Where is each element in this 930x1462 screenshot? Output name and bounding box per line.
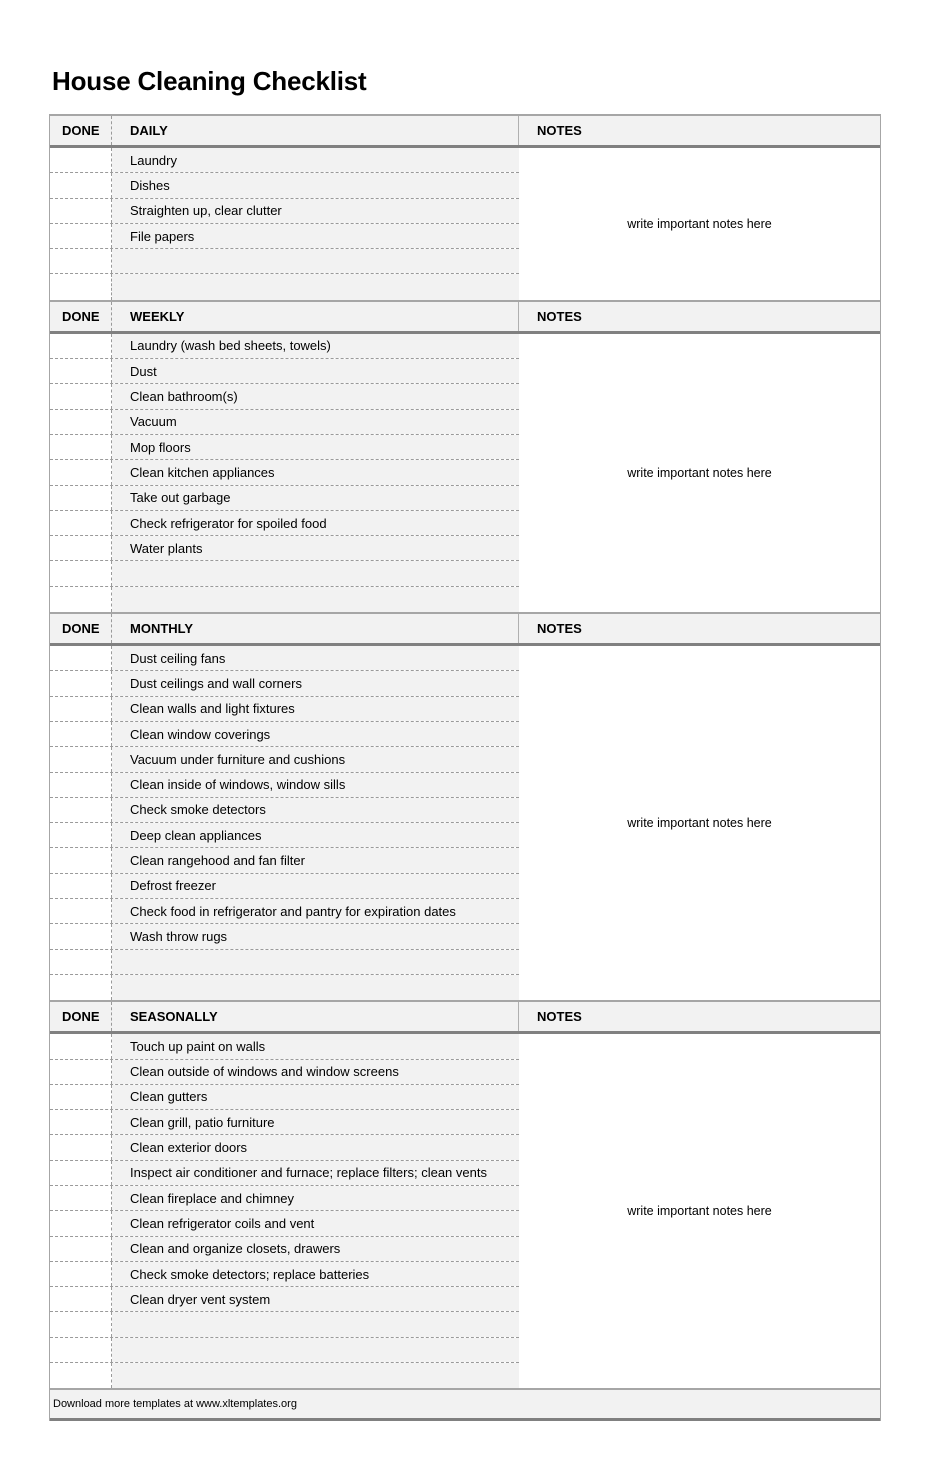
task-cell[interactable]: Clean gutters (112, 1085, 519, 1109)
task-cell[interactable] (112, 1312, 519, 1336)
section-header-daily (50, 114, 880, 148)
task-cell[interactable] (112, 1338, 519, 1362)
task-cell[interactable]: Clean window coverings (112, 722, 519, 746)
task-cell[interactable]: Check food in refrigerator and pantry for expiration dates (112, 899, 519, 923)
task-row (50, 1287, 519, 1312)
task-cell[interactable]: Dust (112, 359, 519, 383)
task-row (50, 671, 519, 696)
section-title: WEEKLY (112, 302, 519, 331)
task-row (50, 384, 519, 409)
task-row (50, 975, 519, 1000)
task-row (50, 249, 519, 274)
task-row (50, 511, 519, 536)
done-checkbox-cell[interactable] (50, 1338, 112, 1362)
task-cell[interactable]: Clean outside of windows and window screens (112, 1060, 519, 1084)
done-checkbox-cell[interactable] (50, 1161, 112, 1185)
done-column-header: DONE (50, 302, 112, 331)
notes-column-header: NOTES (537, 621, 582, 637)
done-checkbox-cell[interactable] (50, 646, 112, 670)
task-row (50, 199, 519, 224)
task-cell[interactable]: Dust ceiling fans (112, 646, 519, 670)
task-cell[interactable] (112, 561, 519, 585)
done-checkbox-cell[interactable] (50, 359, 112, 383)
done-checkbox-cell[interactable] (50, 199, 112, 223)
notes-placeholder: write important notes here (627, 216, 772, 231)
done-checkbox-cell[interactable] (50, 1085, 112, 1109)
task-cell[interactable]: Laundry (wash bed sheets, towels) (112, 334, 519, 358)
task-cell[interactable]: Touch up paint on walls (112, 1034, 519, 1058)
section-header-monthly (50, 612, 880, 646)
done-checkbox-cell[interactable] (50, 773, 112, 797)
task-cell[interactable]: Dishes (112, 173, 519, 197)
task-row (50, 1262, 519, 1287)
task-row (50, 823, 519, 848)
task-row (50, 1034, 519, 1059)
done-checkbox-cell[interactable] (50, 924, 112, 948)
task-row (50, 1110, 519, 1135)
task-cell[interactable]: Check smoke detectors (112, 798, 519, 822)
task-row (50, 950, 519, 975)
task-row (50, 460, 519, 485)
done-checkbox-cell[interactable] (50, 722, 112, 746)
task-cell[interactable]: Clean inside of windows, window sills (112, 773, 519, 797)
done-checkbox-cell[interactable] (50, 410, 112, 434)
done-checkbox-cell[interactable] (50, 1237, 112, 1261)
done-checkbox-cell[interactable] (50, 536, 112, 560)
done-checkbox-cell[interactable] (50, 899, 112, 923)
task-row (50, 1135, 519, 1160)
task-list (50, 148, 519, 300)
notes-column-header: NOTES (537, 308, 582, 324)
done-checkbox-cell[interactable] (50, 334, 112, 358)
task-cell[interactable] (112, 249, 519, 273)
done-checkbox-cell[interactable] (50, 1110, 112, 1134)
task-cell[interactable]: Wash throw rugs (112, 924, 519, 948)
task-row (50, 924, 519, 949)
done-column-header: DONE (50, 116, 112, 145)
task-cell[interactable] (112, 975, 519, 1000)
done-column-header: DONE (50, 614, 112, 643)
task-row (50, 747, 519, 772)
task-cell[interactable]: Water plants (112, 536, 519, 560)
section-title: SEASONALLY (112, 1002, 519, 1031)
notes-column-header: NOTES (537, 1009, 582, 1025)
task-row (50, 1085, 519, 1110)
notes-placeholder: write important notes here (627, 816, 772, 831)
section-header-weekly (50, 300, 880, 334)
task-cell[interactable] (112, 950, 519, 974)
notes-column-header: NOTES (537, 123, 582, 138)
task-cell[interactable]: Check smoke detectors; replace batteries (112, 1262, 519, 1286)
notes-placeholder: write important notes here (627, 1204, 772, 1219)
done-checkbox-cell[interactable] (50, 950, 112, 974)
task-row (50, 536, 519, 561)
done-checkbox-cell[interactable] (50, 173, 112, 197)
notes-cell[interactable] (519, 148, 880, 300)
task-row (50, 697, 519, 722)
task-cell[interactable]: Clean exterior doors (112, 1135, 519, 1159)
section-body (50, 148, 880, 300)
done-checkbox-cell[interactable] (50, 561, 112, 585)
task-row (50, 773, 519, 798)
done-checkbox-cell[interactable] (50, 1211, 112, 1235)
task-cell[interactable]: Vacuum under furniture and cushions (112, 747, 519, 771)
task-cell[interactable]: Straighten up, clear clutter (112, 199, 519, 223)
notes-cell[interactable] (519, 646, 880, 1000)
task-cell[interactable]: Clean refrigerator coils and vent (112, 1211, 519, 1235)
done-checkbox-cell[interactable] (50, 823, 112, 847)
done-checkbox-cell[interactable] (50, 224, 112, 248)
task-row (50, 410, 519, 435)
task-list (50, 646, 519, 1000)
task-cell[interactable]: Take out garbage (112, 486, 519, 510)
task-row (50, 148, 519, 173)
task-cell[interactable]: Clean dryer vent system (112, 1287, 519, 1311)
done-checkbox-cell[interactable] (50, 671, 112, 695)
task-row (50, 722, 519, 747)
task-row (50, 486, 519, 511)
page-title: House Cleaning Checklist (52, 66, 367, 96)
task-cell[interactable]: Clean bathroom(s) (112, 384, 519, 408)
task-row (50, 1186, 519, 1211)
task-row (50, 359, 519, 384)
task-row (50, 1211, 519, 1236)
done-checkbox-cell[interactable] (50, 435, 112, 459)
task-row (50, 848, 519, 873)
done-checkbox-cell[interactable] (50, 1186, 112, 1210)
task-row (50, 874, 519, 899)
section-body (50, 334, 880, 612)
task-cell[interactable]: Check refrigerator for spoiled food (112, 511, 519, 535)
done-checkbox-cell[interactable] (50, 1287, 112, 1311)
task-cell[interactable]: Clean grill, patio furniture (112, 1110, 519, 1134)
done-checkbox-cell[interactable] (50, 747, 112, 771)
done-checkbox-cell[interactable] (50, 1034, 112, 1058)
task-cell[interactable]: File papers (112, 224, 519, 248)
done-checkbox-cell[interactable] (50, 1262, 112, 1286)
task-row (50, 646, 519, 671)
task-cell[interactable]: Inspect air conditioner and furnace; replace filters; clean vents (112, 1161, 519, 1185)
task-row (50, 561, 519, 586)
done-checkbox-cell[interactable] (50, 1363, 112, 1388)
task-cell[interactable]: Defrost freezer (112, 874, 519, 898)
section-body (50, 646, 880, 1000)
done-checkbox-cell[interactable] (50, 511, 112, 535)
task-cell[interactable]: Clean walls and light fixtures (112, 697, 519, 721)
done-checkbox-cell[interactable] (50, 1135, 112, 1159)
task-row (50, 798, 519, 823)
task-row (50, 224, 519, 249)
section-title: DAILY (112, 116, 519, 145)
done-checkbox-cell[interactable] (50, 486, 112, 510)
done-checkbox-cell[interactable] (50, 848, 112, 872)
section-header-seasonally (50, 1000, 880, 1034)
task-cell[interactable]: Dust ceilings and wall corners (112, 671, 519, 695)
task-cell[interactable] (112, 274, 519, 299)
task-list (50, 334, 519, 612)
task-row (50, 1338, 519, 1363)
task-row (50, 1161, 519, 1186)
task-cell[interactable]: Vacuum (112, 410, 519, 434)
checklist-table (49, 114, 881, 1421)
task-cell[interactable]: Clean and organize closets, drawers (112, 1237, 519, 1261)
task-row (50, 899, 519, 924)
task-cell[interactable]: Clean fireplace and chimney (112, 1186, 519, 1210)
task-cell[interactable] (112, 1363, 519, 1388)
notes-cell[interactable] (519, 334, 880, 612)
task-row (50, 334, 519, 359)
task-cell[interactable] (112, 587, 519, 612)
done-checkbox-cell[interactable] (50, 460, 112, 484)
done-checkbox-cell[interactable] (50, 587, 112, 612)
task-cell[interactable]: Clean rangehood and fan filter (112, 848, 519, 872)
task-row (50, 587, 519, 612)
task-cell[interactable]: Clean kitchen appliances (112, 460, 519, 484)
footer (50, 1388, 880, 1421)
task-row (50, 1237, 519, 1262)
done-checkbox-cell[interactable] (50, 798, 112, 822)
done-checkbox-cell[interactable] (50, 249, 112, 273)
task-cell[interactable]: Laundry (112, 148, 519, 172)
done-checkbox-cell[interactable] (50, 274, 112, 299)
task-row (50, 435, 519, 460)
notes-cell[interactable] (519, 1034, 880, 1388)
done-checkbox-cell[interactable] (50, 1312, 112, 1336)
section-title: MONTHLY (112, 614, 519, 643)
task-row (50, 173, 519, 198)
task-cell[interactable]: Mop floors (112, 435, 519, 459)
task-list (50, 1034, 519, 1388)
done-checkbox-cell[interactable] (50, 1060, 112, 1084)
done-column-header: DONE (50, 1002, 112, 1031)
task-cell[interactable]: Deep clean appliances (112, 823, 519, 847)
section-body (50, 1034, 880, 1388)
task-row (50, 1060, 519, 1085)
done-checkbox-cell[interactable] (50, 148, 112, 172)
task-row (50, 1312, 519, 1337)
done-checkbox-cell[interactable] (50, 975, 112, 1000)
done-checkbox-cell[interactable] (50, 384, 112, 408)
done-checkbox-cell[interactable] (50, 874, 112, 898)
notes-placeholder: write important notes here (627, 465, 772, 480)
task-row (50, 274, 519, 299)
done-checkbox-cell[interactable] (50, 697, 112, 721)
footer-text[interactable]: Download more templates at www.xltemplates.org (53, 1398, 297, 1411)
task-row (50, 1363, 519, 1388)
